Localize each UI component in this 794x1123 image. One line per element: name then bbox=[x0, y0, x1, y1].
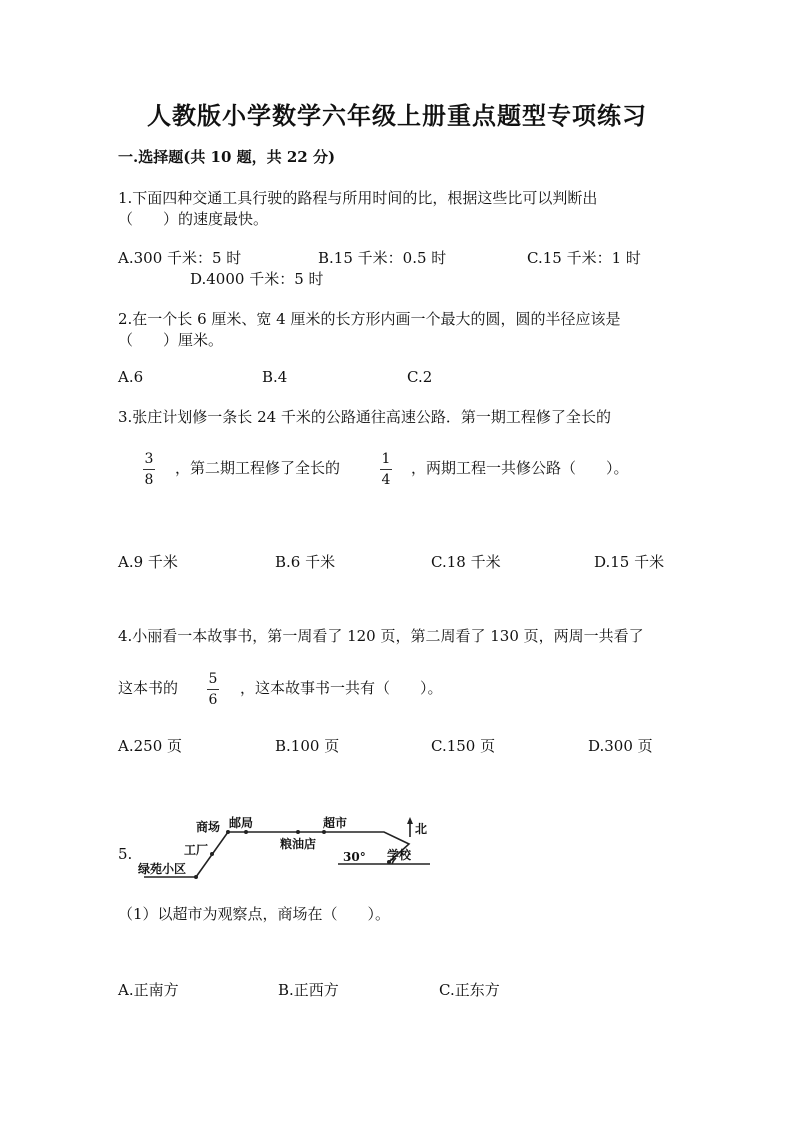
map-label-school: 学校 bbox=[387, 848, 412, 862]
section-heading: 一.选择题(共 10 题，共 22 分) bbox=[118, 148, 336, 166]
q1-option-a: A.300 千米：5 时 bbox=[118, 249, 242, 267]
q2-stem-line1: 2.在一个长 6 厘米、宽 4 厘米的长方形内画一个最大的圆，圆的半径应该是 bbox=[118, 310, 621, 328]
q1-option-d: D.4000 千米：5 时 bbox=[190, 270, 324, 288]
map-label-supermarket: 超市 bbox=[323, 816, 348, 830]
q1-stem-line2: （ ）的速度最快。 bbox=[118, 210, 269, 228]
point-lvyuan bbox=[194, 875, 198, 879]
q3-option-b: B.6 千米 bbox=[275, 553, 336, 571]
fraction-bar bbox=[143, 469, 155, 470]
q3-fraction-three-eighths bbox=[143, 451, 155, 488]
fraction-numerator: 3 bbox=[144, 451, 154, 467]
map-label-north: 北 bbox=[415, 822, 428, 836]
north-arrow-head-icon bbox=[407, 817, 413, 824]
q3-fraction-one-quarter bbox=[380, 451, 392, 488]
q3-option-a: A.9 千米 bbox=[118, 553, 178, 571]
q4-fraction-five-sixths bbox=[207, 671, 219, 708]
q3-stem-mid: ，第二期工程修了全长的 bbox=[175, 459, 341, 477]
q3-stem-line1: 3.张庄计划修一条长 24 千米的公路通往高速公路．第一期工程修了全长的 bbox=[118, 408, 611, 426]
map-label-lvyuan: 绿苑小区 bbox=[138, 862, 187, 876]
fraction-denominator: 6 bbox=[208, 692, 218, 708]
q5-option-a: A.正南方 bbox=[118, 981, 179, 999]
map-label-grain-store: 粮油店 bbox=[280, 837, 317, 851]
fraction-numerator: 5 bbox=[208, 671, 218, 687]
q1-option-b: B.15 千米：0.5 时 bbox=[318, 249, 447, 267]
fraction-bar bbox=[380, 469, 392, 470]
q3-option-c: C.18 千米 bbox=[431, 553, 501, 571]
q5-route-map bbox=[134, 812, 434, 882]
q3-option-d: D.15 千米 bbox=[594, 553, 665, 571]
point-factory bbox=[210, 852, 214, 856]
q4-option-d: D.300 页 bbox=[588, 737, 653, 755]
q5-number: 5. bbox=[118, 845, 133, 863]
map-label-factory: 工厂 bbox=[184, 843, 209, 857]
fraction-denominator: 8 bbox=[144, 472, 154, 488]
point-grain-store bbox=[296, 830, 300, 834]
q4-option-c: C.150 页 bbox=[431, 737, 496, 755]
q5-option-b: B.正西方 bbox=[278, 981, 339, 999]
map-label-mall: 商场 bbox=[196, 820, 221, 834]
page-title: 人教版小学数学六年级上册重点题型专项练习 bbox=[147, 101, 647, 130]
q4-option-b: B.100 页 bbox=[275, 737, 340, 755]
map-label-post-office: 邮局 bbox=[229, 816, 254, 830]
q2-option-c: C.2 bbox=[407, 368, 433, 386]
q5-option-c: C.正东方 bbox=[439, 981, 500, 999]
fraction-bar bbox=[207, 689, 219, 690]
fraction-denominator: 4 bbox=[381, 472, 391, 488]
q4-option-a: A.250 页 bbox=[118, 737, 182, 755]
point-mall bbox=[226, 830, 230, 834]
q2-stem-line2: （ ）厘米。 bbox=[118, 331, 224, 349]
q4-stem-line1: 4.小丽看一本故事书，第一周看了 120 页，第二周看了 130 页，两周一共看了 bbox=[118, 627, 644, 645]
point-supermarket bbox=[322, 830, 326, 834]
q4-stem-pre: 这本书的 bbox=[118, 679, 179, 697]
point-post-office bbox=[244, 830, 248, 834]
q5-sub1-stem: （1）以超市为观察点，商场在（ ）。 bbox=[118, 905, 391, 923]
q1-option-c: C.15 千米：1 时 bbox=[527, 249, 641, 267]
q4-stem-end: ，这本故事书一共有（ ）。 bbox=[240, 679, 443, 697]
map-label-angle: 30° bbox=[343, 850, 366, 864]
fraction-numerator: 1 bbox=[381, 451, 391, 467]
q2-option-a: A.6 bbox=[118, 368, 144, 386]
q1-stem-line1: 1.下面四种交通工具行驶的路程与所用时间的比，根据这些比可以判断出 bbox=[118, 189, 598, 207]
q2-option-b: B.4 bbox=[262, 368, 288, 386]
q3-stem-end: ，两期工程一共修公路（ ）。 bbox=[411, 459, 629, 477]
